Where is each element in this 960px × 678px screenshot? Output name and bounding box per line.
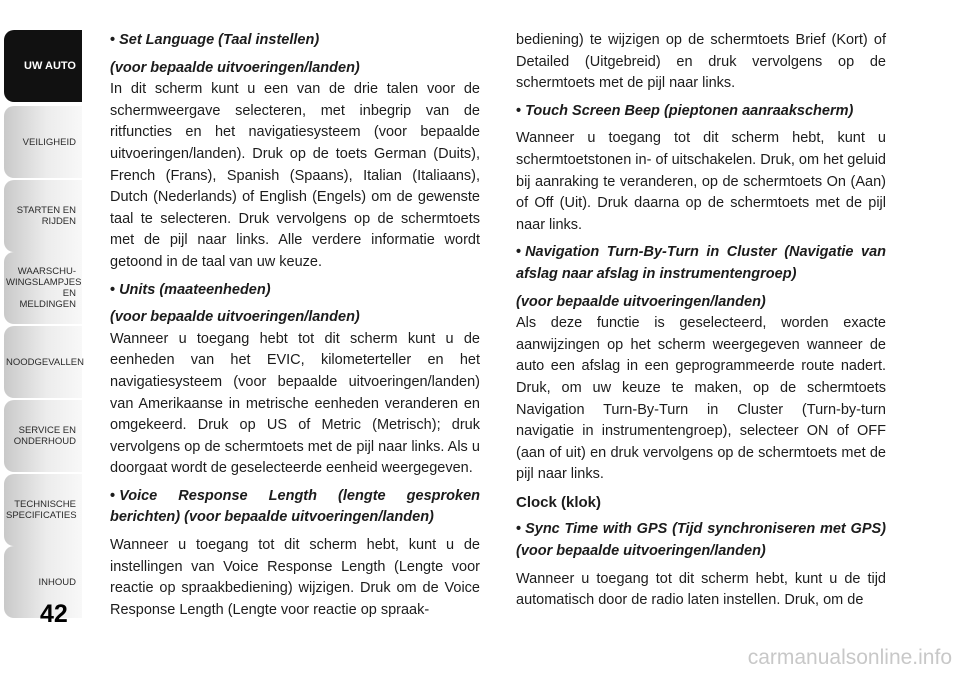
section-subheading: (voor bepaalde uitvoeringen/landen) [516, 293, 766, 310]
tab-technische-specificaties[interactable] [4, 474, 82, 546]
left-column [110, 30, 480, 627]
section-heading [516, 101, 886, 123]
paragraph: bediening) te wijzigen op de schermtoets Brief (Kort) of Detailed (Uitgebreid) en druk vervolgens op de schermtoets met de pijl naar links. [516, 32, 886, 92]
bullet-icon: • [110, 281, 116, 298]
heading-text: Units (maateenheden) [119, 281, 271, 298]
bullet-icon: • [516, 521, 522, 538]
chapter-tabs [0, 0, 82, 610]
paragraph: Wanneer u toegang tot dit scherm hebt, kunt u schermtoetstonen in- of uitschakelen. Druk, om het geluid bij aanraking te veranderen, op de schermtoets On (Aan) of Off (Uit). Druk daarna op de schermtoets met de pijl naar links. [516, 130, 886, 233]
heading-text: Set Language (Taal instellen) [119, 32, 320, 48]
tab-label: WAARSCHU-WINGSLAMPJES EN MELDINGEN [6, 266, 82, 310]
bullet-icon: • [110, 487, 116, 504]
tab-uw-auto[interactable] [4, 30, 82, 102]
section-heading [110, 280, 480, 302]
section-heading [516, 519, 886, 562]
tab-label: UW AUTO [24, 59, 76, 72]
tab-label: SERVICE EN ONDERHOUD [13, 425, 76, 447]
tab-noodgevallen[interactable] [4, 326, 82, 398]
page-number: 42 [40, 600, 68, 628]
section-subheading: (voor bepaalde uitvoeringen/landen) [110, 309, 360, 326]
tab-label: VEILIGHEID [22, 136, 76, 148]
heading-text: Touch Screen Beep (pieptonen aanraakscherm) [525, 102, 854, 119]
paragraph: In dit scherm kunt u een van de drie talen voor de schermweergave selecteren, met inbegrip van de ritfuncties en het navigatiesysteem (voor bepaalde uitvoeringen/landen). Druk op de toets German (Duits), French (Frans), Spanish (Spaans), Italian (Italiaans), Dutch (Nederlands) of English (Engels) om de gewenste taal te selecteren. Druk vervolgens op de schermtoets met de pijl naar links. Alle verdere informatie wordt getoond in de taal van uw keuze. [110, 81, 480, 270]
heading-text: Voice Response Length (lengte gesproken berichten) (voor bepaalde uitvoeringen/landen) [110, 487, 480, 526]
heading-text: Sync Time with GPS (Tijd synchroniseren met GPS) (voor bepaalde uitvoeringen/landen) [516, 521, 886, 560]
bullet-icon: • [516, 244, 522, 261]
tab-veiligheid[interactable] [4, 106, 82, 178]
tab-waarschuwingslampjes[interactable] [4, 252, 82, 324]
tab-service-en-onderhoud[interactable] [4, 400, 82, 472]
heading-text: Navigation Turn-By-Turn in Cluster (Navigatie van afslag naar afslag in instrumentengroep) [516, 244, 886, 282]
tab-label: STARTEN EN RIJDEN [16, 205, 76, 227]
paragraph: Wanneer u toegang tot dit scherm hebt, kunt u de tijd automatisch door de radio laten instellen. Druk, om de [516, 570, 886, 609]
section-heading [110, 30, 480, 52]
tab-label: NOODGEVALLEN [6, 356, 84, 368]
tab-starten-en-rijden[interactable] [4, 180, 82, 252]
section-subheading: (voor bepaalde uitvoeringen/landen) [110, 59, 360, 76]
tab-label: TECHNISCHE SPECIFICATIES [6, 499, 77, 521]
section-heading [516, 242, 886, 285]
bullet-icon: • [110, 32, 116, 48]
section-title: Clock (klok) [516, 493, 602, 511]
bullet-icon: • [516, 102, 522, 119]
watermark: carmanualsonline.info [747, 646, 952, 669]
paragraph: Als deze functie is geselecteerd, worden exacte aanwijzingen op het scherm weergegeven wanneer de auto een afslag in een geprogrammeerde route nadert. Druk, om uw keuze te maken, op de schermtoets Navigation Turn-By-Turn in Cluster (Turn-by-turn navigatie in instrumentengroep), selecteer ON of OFF (aan of uit) en druk vervolgens op de schermtoets met de pijl naar links. [516, 315, 886, 483]
section-heading [110, 486, 480, 529]
right-column [516, 30, 886, 618]
tab-label: INHOUD [38, 576, 76, 588]
paragraph: Wanneer u toegang tot dit scherm hebt, kunt u de instellingen van Voice Response Length (Lengte voor reactie op spraakbediening) wijzigen. Druk om de Voice Response Length (Lengte voor reactie op spraak- [110, 537, 480, 618]
paragraph: Wanneer u toegang hebt tot dit scherm kunt u de eenheden van het EVIC, kilometerteller en het navigatiesysteem (voor bepaalde uitvoeringen/landen) van Amerikaanse in metrische eenheden veranderen en omgekeerd. Druk op US of Metric (Metrisch); druk vervolgens op de schermtoets met de pijl naar links. Als u doorgaat wordt de geselecteerde eenheid weergegeven. [110, 330, 480, 477]
